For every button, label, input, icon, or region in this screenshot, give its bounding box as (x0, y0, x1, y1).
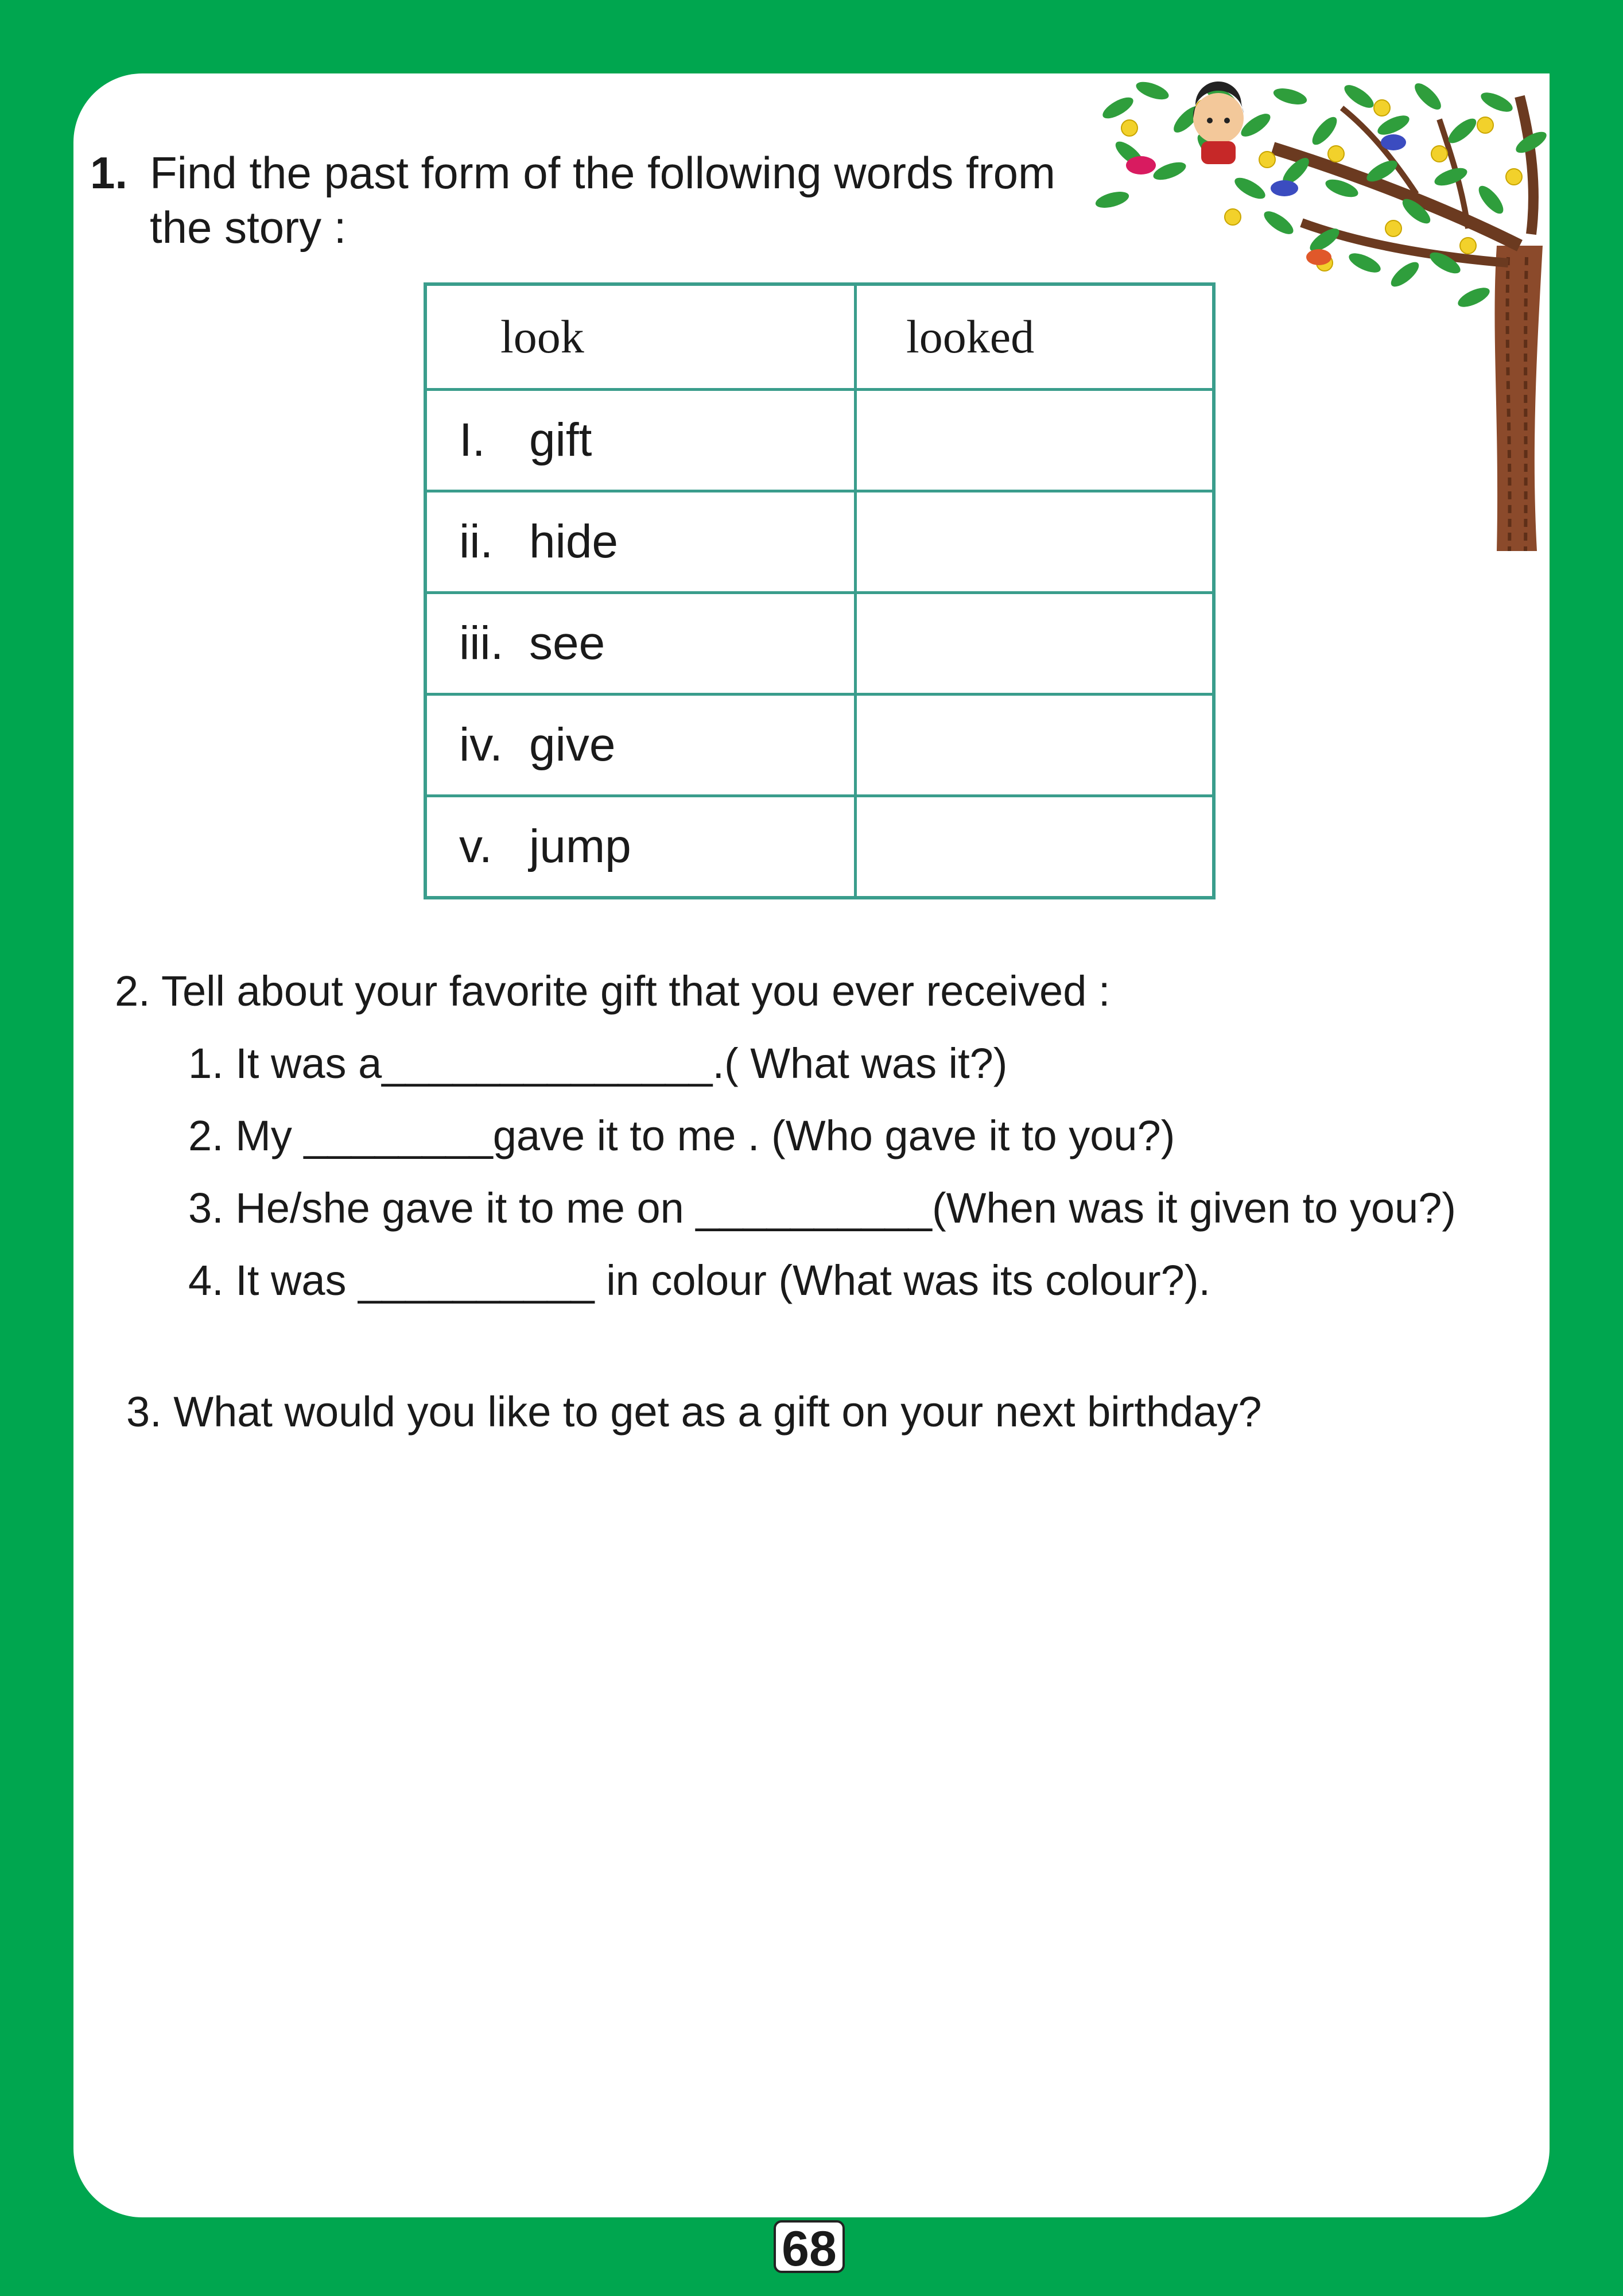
past-form-table (424, 282, 1216, 899)
roman-numeral: I. (459, 414, 486, 466)
word: hide (529, 515, 619, 568)
table-cell-word (425, 390, 856, 491)
table-row (425, 390, 1214, 491)
question-1-line-2: the story : (150, 202, 347, 253)
question-2-item: 3. He/she gave it to me on __________(When was it given to you?) (188, 1184, 1457, 1232)
word: jump (529, 820, 631, 872)
table-cell-word (425, 796, 856, 898)
answer-cell[interactable] (856, 695, 1214, 796)
word: give (529, 719, 616, 771)
page-number: 68 (774, 2220, 845, 2273)
question-3-title: 3. What would you like to get as a gift on your next birthday? (126, 1388, 1262, 1436)
question-1-line-1: Find the past form of the following words from (150, 148, 1056, 198)
answer-cell[interactable] (856, 796, 1214, 898)
question-2-item: 1. It was a______________.( What was it?) (188, 1040, 1008, 1087)
table-header-row (425, 284, 1214, 390)
roman-numeral: v. (459, 820, 492, 872)
table-cell-word (425, 695, 856, 796)
answer-cell[interactable] (856, 390, 1214, 491)
table-row (425, 593, 1214, 695)
word: gift (529, 414, 592, 466)
question-2-title: 2. Tell about your favorite gift that you ever received : (115, 967, 1111, 1015)
roman-numeral: iii. (459, 617, 504, 669)
table-row (425, 695, 1214, 796)
roman-numeral: ii. (459, 515, 494, 568)
table-header-cell: looked (856, 284, 1214, 390)
roman-numeral: iv. (459, 719, 503, 771)
question-2-item: 2. My ________gave it to me . (Who gave it to you?) (188, 1112, 1175, 1159)
answer-cell[interactable] (856, 593, 1214, 695)
table-header-cell: look (425, 284, 856, 390)
word: see (529, 617, 605, 669)
table-row (425, 796, 1214, 898)
question-2-item: 4. It was __________ in colour (What was its colour?). (188, 1256, 1211, 1304)
question-1-number: 1. (90, 148, 128, 198)
answer-cell[interactable] (856, 491, 1214, 593)
table-row (425, 491, 1214, 593)
table-cell-word (425, 491, 856, 593)
table-cell-word (425, 593, 856, 695)
